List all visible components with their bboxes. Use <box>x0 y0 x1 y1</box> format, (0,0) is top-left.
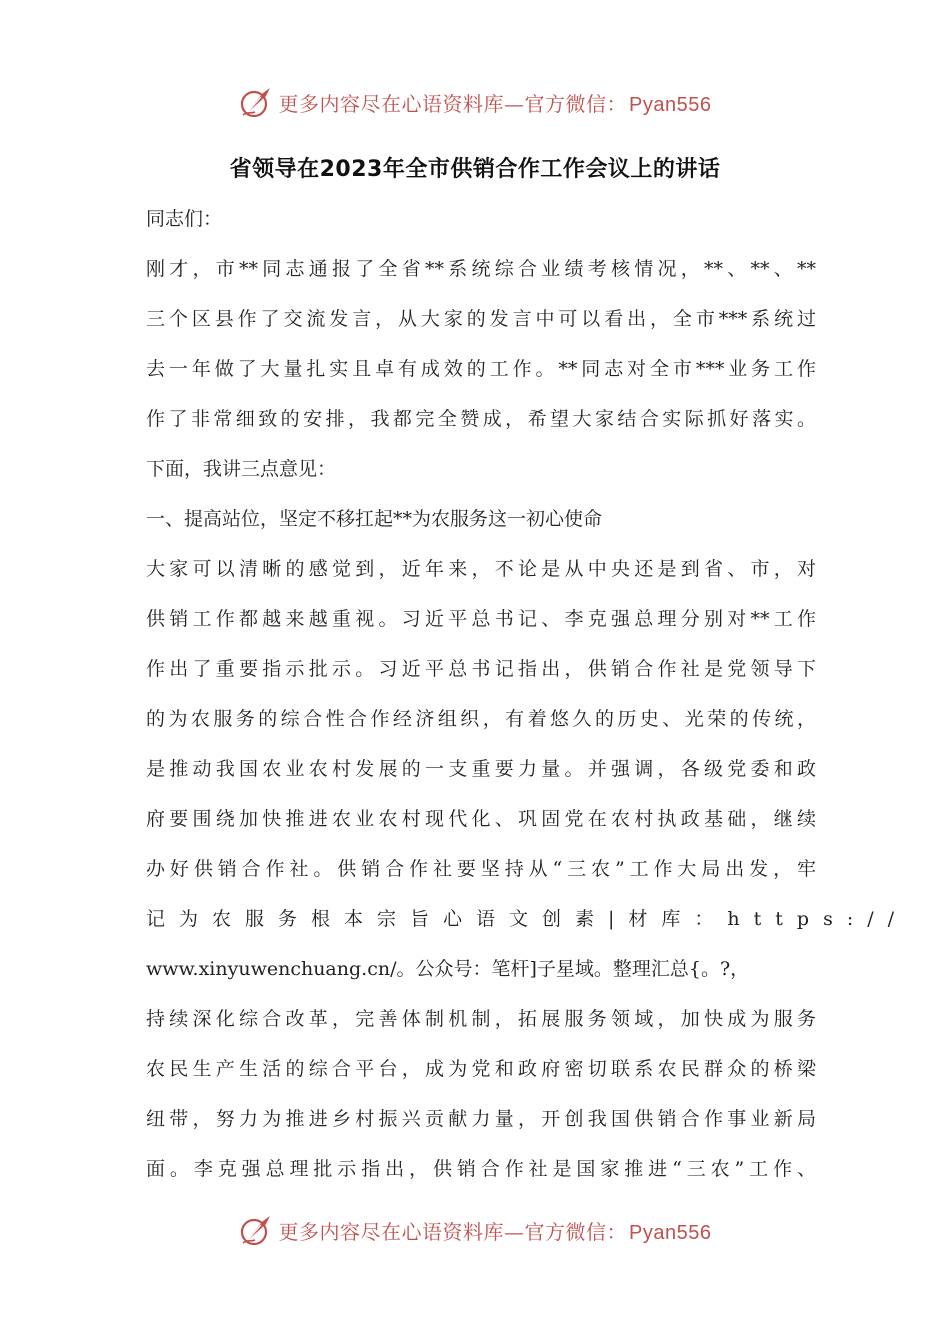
body-line: 同志们： <box>146 208 223 230</box>
body-line: 办好供销合作社。供销合作社要坚持从“三农”工作大局出发，牢 <box>146 858 816 880</box>
body-line: 去一年做了大量扎实且卓有成效的工作。**同志对全市***业务工作 <box>146 358 816 380</box>
body-line: 三个区县作了交流发言，从大家的发言中可以看出，全市***系统过 <box>146 308 816 330</box>
body-line: 供销工作都越来越重视。习近平总书记、李克强总理分别对**工作 <box>146 608 816 630</box>
body-line: 农民生产生活的综合平台，成为党和政府密切联系农民群众的桥梁 <box>146 1058 816 1080</box>
header-watermark <box>0 82 950 122</box>
body-line: 是推动我国农业农村发展的一支重要力量。并强调，各级党委和政 <box>146 758 816 780</box>
body-line: 作出了重要指示批示。习近平总书记指出，供销合作社是党领导下 <box>146 658 816 680</box>
body-line: 府要围绕加快推进农业农村现代化、巩固党在农村执政基础，继续 <box>146 808 816 830</box>
quill-pen-logo-icon <box>239 1213 273 1247</box>
body-line: 大家可以清晰的感觉到，近年来，不论是从中央还是到省、市，对 <box>146 558 816 580</box>
quill-pen-logo-icon <box>239 85 273 119</box>
body-line: 下面，我讲三点意见： <box>146 458 337 480</box>
body-line: 刚才，市**同志通报了全省**系统综合业绩考核情况，**、**、** <box>146 258 816 280</box>
body-line: 持续深化综合改革，完善体制机制，拓展服务领域，加快成为服务 <box>146 1008 816 1030</box>
body-line-url: 记为农服务根本宗旨心语文创素|材库：https:// <box>146 908 909 930</box>
watermark-handle: Pyan556 <box>629 1221 712 1244</box>
watermark-handle: Pyan556 <box>629 93 712 116</box>
body-line-url: www.xinyuwenchuang.cn/。公众号：笔杆]子星域。整理汇总{。?， <box>146 958 750 980</box>
watermark-text: 更多内容尽在心语资料库—官方微信： Pyan556 <box>278 91 712 116</box>
body-line: 作了非常细致的安排，我都完全赞成，希望大家结合实际抓好落实。 <box>146 408 816 430</box>
section-heading: 一、提高站位，坚定不移扛起**为农服务这一初心使命 <box>146 508 603 530</box>
body-line: 面。李克强总理批示指出，供销合作社是国家推进“三农”工作、 <box>146 1158 816 1180</box>
body-line: 纽带，努力为推进乡村振兴贡献力量，开创我国供销合作事业新局 <box>146 1108 816 1130</box>
watermark-text: 更多内容尽在心语资料库—官方微信： Pyan556 <box>278 1219 712 1244</box>
document-title: 省领导在2023年全市供销合作工作会议上的讲话 <box>229 157 721 182</box>
body-line: 的为农服务的综合性合作经济组织，有着悠久的历史、光荣的传统， <box>146 708 816 730</box>
footer-watermark <box>0 1210 950 1250</box>
